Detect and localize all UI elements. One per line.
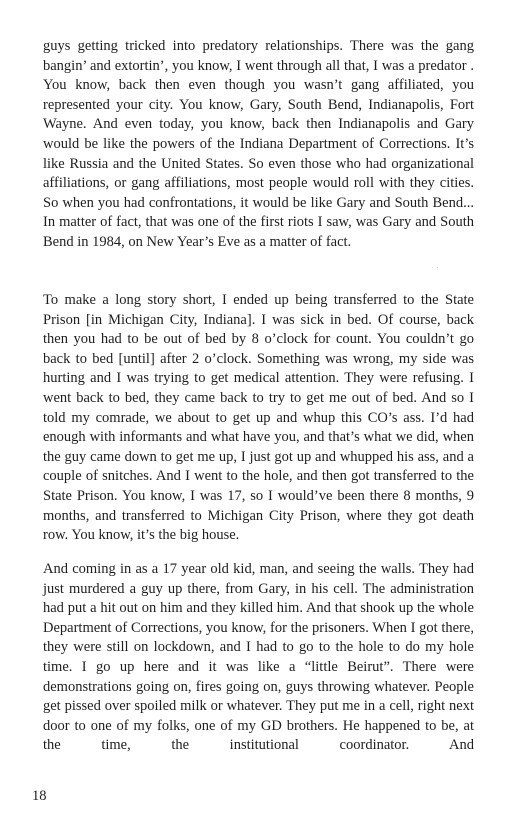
paragraph-3 xyxy=(43,560,474,756)
paragraph-2-text: To make a long story short, I ended up being transferred to the State Prison [in Michigan City, Indiana]. I was sick in bed. Of course, back then you had to be out of bed by 8 o’clock for count. You couldn’t go back to bed [until] after 2 o’clock. Something was wrong, my side was hurting and I was trying to get medical attention. They were refusing. I went back to bed, they came back to try to get me out of bed. And so I told my comrade, we about to get up and whup this CO’s ass. I’d had enough with informants and what have you, and that’s what we did, when the guy came down to get me up, I just got up and whupped his ass, and a couple of snitches. And I went to the hole, and then got transferred to the State Prison. You know, I was 17, so I would’ve been there 8 months, 9 months, and transferred to Michigan City Prison, where they got death row. You know, it’s the big house. xyxy=(43,292,474,544)
paragraph-1 xyxy=(43,37,474,253)
paragraph-1-text: guys getting tricked into predatory relationships. There was the gang bangin’ and extortin’, you know, I went through all that, I was a predator . You know, back then even though you wasn’t gang affiliated, you represented your city. You know, Gary, South Bend, Indianapolis, Fort Wayne. And even today, you know, back then Indianapolis and Gary would be like the powers of the Indiana Department of Corrections. It’s like Russia and the United States. So even those who had organizational affiliations, or gang affiliations, most people would roll with they cities. So when you had confrontations, it would be like Gary and South Bend... In matter of fact, that was one of the first riots I saw, was Gary and South Bend in 1984, on New Year’s Eve as a matter of fact. xyxy=(43,38,474,250)
paragraph-2 xyxy=(43,291,474,546)
page-number: 18 xyxy=(32,788,47,804)
paragraph-3-text: And coming in as a 17 year old kid, man, and seeing the walls. They had just murdered a guy up there, from Gary, in his cell. The administration had put a hit out on him and they killed him. And that shook up the whole Department of Corrections, you know, for the prisoners. When I got there, they were still on lockdown, and I had to go to the hole to do my hole time. I go up here and it was like a “little Beirut”. There were demonstrations going on, fires going on, guys throwing whatever. People get pissed over spoiled milk or whatever. They put me in a cell, right next door to one of my folks, one of my GD brothers. He happened to be, at the time, the institutional coordinator. And xyxy=(43,561,474,754)
page-speck xyxy=(437,267,438,268)
